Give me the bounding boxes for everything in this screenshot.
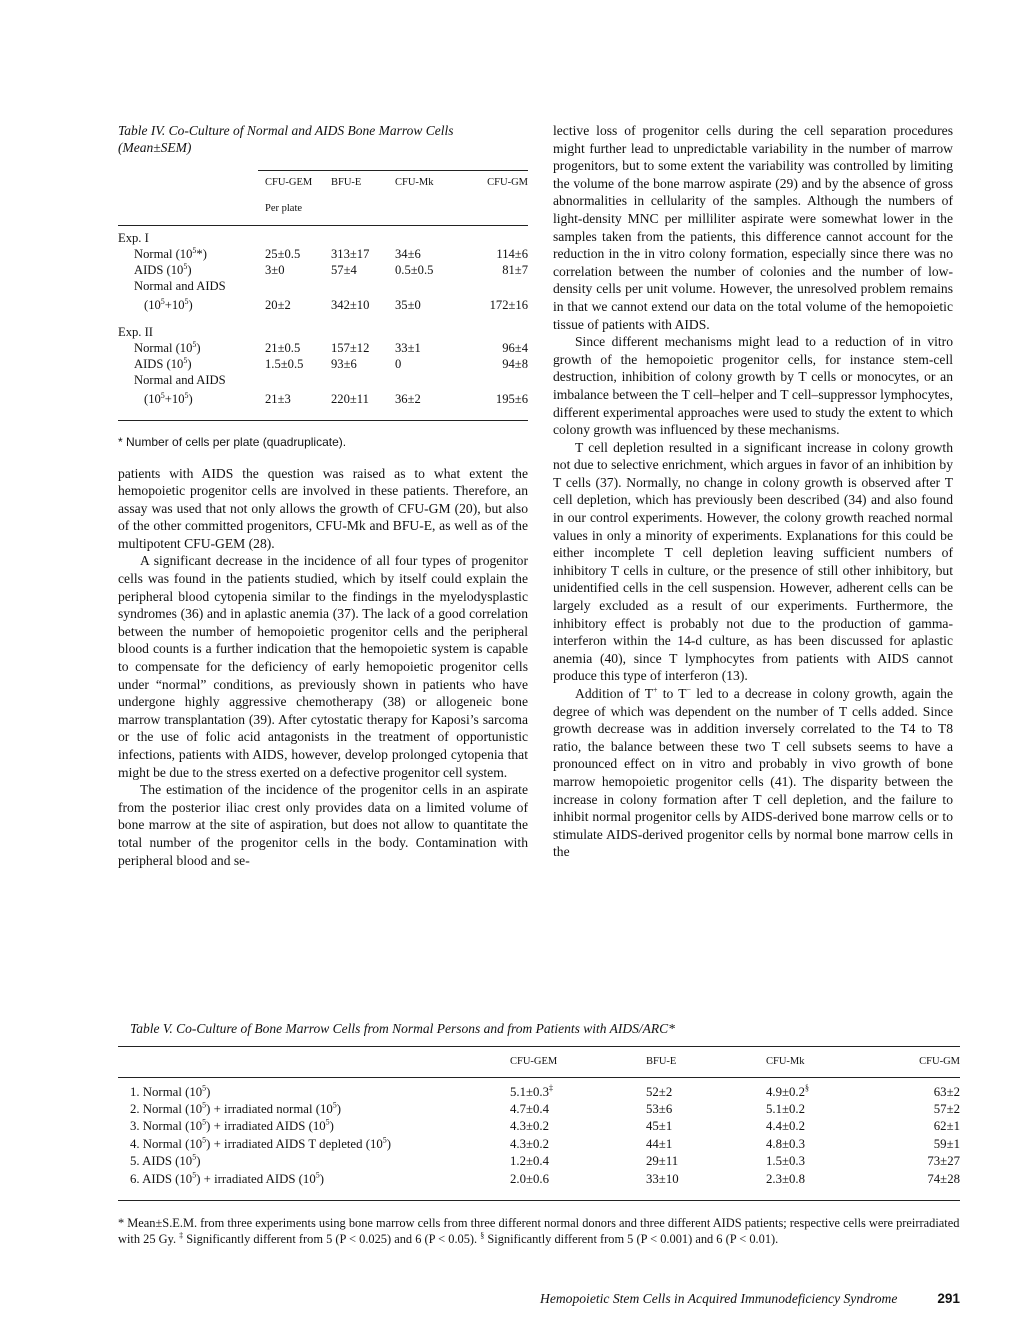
cell: 96±4: [502, 340, 528, 355]
superscript: 5: [192, 245, 197, 255]
cell: 21±0.5: [265, 340, 301, 355]
table5-footnote-2: Significantly different from 5 (P < 0.025) and 6 (P < 0.05).: [183, 1231, 478, 1246]
superscript: 5: [160, 390, 165, 400]
cell: 36±2: [395, 391, 421, 406]
superscript: 5: [332, 1100, 337, 1110]
cell: 34±6: [395, 246, 421, 261]
cell: 52±2: [646, 1084, 673, 1099]
superscript: 5: [315, 1170, 320, 1180]
table5-header-cfu-gem: CFU-GEM: [510, 1056, 558, 1068]
cell: 94±8: [502, 356, 528, 371]
cell: 0: [395, 356, 402, 371]
cell: 0.5±0.5: [395, 262, 434, 277]
row-label: 6. AIDS (10: [130, 1171, 193, 1186]
row-label: 1. Normal (10: [130, 1084, 203, 1099]
row-label-tail: ): [187, 262, 192, 277]
table4-header-bfu-e: BFU-E: [331, 176, 362, 188]
table4-subheader: Per plate: [265, 203, 303, 215]
table5-caption: Table V. Co-Culture of Bone Marrow Cells from Normal Persons and from Patients with AIDS/ARC*: [130, 1021, 675, 1036]
cell: 157±12: [331, 340, 370, 355]
superscript: 5: [202, 1135, 207, 1145]
row-label-mid: +10: [164, 391, 185, 406]
table-row: [118, 294, 528, 316]
table-row: [118, 1153, 960, 1170]
cell: 57±4: [331, 262, 357, 277]
superscript: 5: [202, 1083, 207, 1093]
cell: 35±0: [395, 297, 421, 312]
row-label-tail: ): [188, 391, 193, 406]
paragraph: Since different mechanisms might lead to a reduction of in vitro growth of the hemopoietic progenitor cells, for instance stem-cell destruction, inhibition of colony growth by T cells or monocytes, or an imbalance between the T cell–helper and T cell–suppressor lymphocytes, different experimental approaches were used to study the extent to which colony growth was influenced by these mechanisms.: [553, 334, 953, 438]
table4-grid: [118, 171, 528, 421]
table5-header-bfu-e: BFU-E: [646, 1056, 677, 1068]
table-row: [118, 1136, 960, 1153]
superscript: 5: [192, 339, 197, 349]
cell: 4.4±0.2: [766, 1119, 806, 1134]
left-body-text: [118, 465, 528, 870]
paragraph: The estimation of the incidence of the progenitor cells in an aspirate from the posterior iliac crest only provides data on a limited volume of bone marrow at the site of aspiration, but does not allow to quantitate the total number of the progenitor cells in the body. Contamination with peripheral blood and se-: [118, 782, 528, 868]
exp2-label: Exp. II: [118, 324, 153, 339]
cell: 21±3: [265, 391, 291, 406]
cell: 4.3±0.2: [510, 1119, 550, 1134]
superscript: −: [686, 685, 692, 695]
row-label-tail: ): [206, 1084, 211, 1099]
table4-caption-line1: Table IV. Co-Culture of Normal and AIDS Bone Marrow Cells: [118, 123, 454, 138]
table-row: [118, 1118, 960, 1135]
text-run: Addition of T: [575, 686, 654, 701]
cell: 220±11: [331, 391, 369, 406]
superscript: 5: [183, 261, 188, 271]
table-row: [118, 1101, 960, 1118]
paragraph: [553, 685, 953, 861]
row-label-tail: ): [188, 297, 193, 312]
running-title: Hemopoietic Stem Cells in Acquired Immunodeficiency Syndrome: [540, 1291, 898, 1306]
cell: 33±10: [646, 1171, 679, 1186]
row-label: Normal (10: [134, 340, 193, 355]
cell: 195±6: [495, 391, 528, 406]
row-label-tail: *): [196, 246, 207, 261]
cell: 44±1: [646, 1136, 673, 1151]
cell: 25±0.5: [265, 246, 301, 261]
row-label-tail: ) + irradiated AIDS (10: [196, 1171, 316, 1186]
row-label-tail: ): [196, 1154, 201, 1169]
footnote-mark: §: [805, 1083, 810, 1093]
table-row: [118, 262, 528, 278]
row-label: AIDS (10: [134, 262, 184, 277]
cell: 313±17: [331, 246, 370, 261]
row-label-mid: +10: [164, 297, 185, 312]
cell: 20±2: [265, 297, 291, 312]
page-footer: [540, 1291, 960, 1307]
cell: 93±6: [331, 356, 357, 371]
row-label-tail: ) + irradiated AIDS T depleted (10: [206, 1136, 383, 1151]
page-number: 291: [937, 1291, 960, 1306]
cell: 4.3±0.2: [510, 1136, 550, 1151]
table5-header-cfu-mk: CFU-Mk: [766, 1056, 805, 1068]
paragraph: patients with AIDS the question was raised as to what extent the hemopoietic progenitor cells are involved in these patients. Therefore, an assay was used that not only allows the growth of CFU-GM (20), but also of the other committed progenitors, CFU-Mk and BFU-E, as well as of the multipotent CFU-GEM (28).: [118, 465, 528, 551]
table4-header-cfu-mk: CFU-Mk: [395, 176, 434, 188]
cell: 63±2: [933, 1084, 960, 1099]
row-label-tail: ): [319, 1171, 324, 1186]
cell: 1.5±0.5: [265, 356, 304, 371]
cell: 29±11: [646, 1154, 679, 1169]
footnote-mark: §: [480, 1230, 485, 1240]
table5-footnote-1: * Mean±S.E.M. from three experiments using bone marrow cells from three different normal donors and three different AIDS patients; respective cells were preirradiated with 25 Gy.: [118, 1215, 960, 1246]
cell: 57±2: [933, 1101, 960, 1116]
table4: [118, 122, 528, 449]
cell: 73±27: [927, 1154, 960, 1169]
superscript: 5: [192, 1152, 197, 1162]
row-label-tail: ): [187, 356, 192, 371]
cell: 3±0: [265, 262, 285, 277]
table-row: [118, 1084, 960, 1101]
cell: 2.3±0.8: [766, 1171, 806, 1186]
table-row: [118, 1171, 960, 1188]
row-label: Normal (10: [134, 246, 193, 261]
cell: 81±7: [502, 262, 528, 277]
table5-footnote-3: Significantly different from 5 (P < 0.001) and 6 (P < 0.01).: [484, 1231, 779, 1246]
superscript: 5: [183, 355, 188, 365]
cell: 4.8±0.3: [766, 1136, 806, 1151]
superscript: +: [653, 685, 658, 695]
row-label: 4. Normal (10: [130, 1136, 203, 1151]
row-label: 3. Normal (10: [130, 1119, 203, 1134]
table-row: [118, 246, 528, 262]
table4-caption-line2: (Mean±SEM): [118, 140, 192, 155]
cell: 74±28: [927, 1171, 960, 1186]
superscript: 5: [202, 1100, 207, 1110]
table5: [118, 1020, 960, 1247]
left-column: [118, 122, 528, 869]
superscript: 5: [184, 390, 189, 400]
cell: 53±6: [646, 1101, 673, 1116]
table-row: [118, 340, 528, 356]
table5-grid: [118, 1047, 960, 1201]
table4-footnote: * Number of cells per plate (quadruplicate).: [118, 434, 347, 449]
cell: 5.1±0.2: [766, 1101, 806, 1116]
cell: 33±1: [395, 340, 421, 355]
row-label: Normal and AIDS: [134, 372, 226, 387]
row-label-tail: ): [386, 1136, 392, 1151]
paragraph: T cell depletion resulted in a significant increase in colony growth not due to selective enrichment, which argues in favor of an inhibition by T cells (37). Normally, no change in colony growth is observed after T cell depletion, which has previously been described (34) and also found in our control experiments. However, the colony growth reached normal values in only a minority of experiments. Explanations for this could be either incomplete T cell depletion leaving sufficient numbers of inhibitory T cells in culture, or the presence of still other inhibitory, but unidentified cells in the cell suspension. However, adherent cells can be largely excluded as a result of our experiments. Furthermore, the inhibitory effect is probably not due to the production of gamma-interferon within the 14-d culture, as has been discussed for aplastic anemia (40), since T lymphocytes from patients with AIDS cannot produce this type of interferon (13).: [553, 439, 953, 684]
table-row: [118, 388, 528, 410]
cell: 59±1: [933, 1136, 960, 1151]
row-label-tail: ) + irradiated AIDS (10: [206, 1119, 326, 1134]
row-label: 2. Normal (10: [130, 1101, 203, 1116]
exp1-label: Exp. I: [118, 230, 149, 245]
row-label: 5. AIDS (10: [130, 1154, 193, 1169]
row-label-tail: ): [196, 340, 201, 355]
superscript: 5: [184, 296, 189, 306]
superscript: 5: [325, 1118, 330, 1128]
cell: 114±6: [496, 246, 528, 261]
cell: 45±1: [646, 1119, 673, 1134]
cell: 1.5±0.3: [766, 1154, 806, 1169]
table5-header-cfu-gm: CFU-GM: [919, 1056, 960, 1068]
row-label-tail: ): [336, 1101, 342, 1116]
table5-footnotes: [118, 1215, 960, 1247]
row-label: (10: [144, 297, 161, 312]
cell: 342±10: [331, 297, 370, 312]
cell: 62±1: [933, 1119, 960, 1134]
footnote-mark: ‡: [179, 1230, 184, 1240]
table4-header-cfu-gm: CFU-GM: [487, 176, 528, 188]
cell: 1.2±0.4: [510, 1154, 550, 1169]
row-label: (10: [144, 391, 161, 406]
footnote-mark: ‡: [549, 1083, 554, 1093]
row-label: Normal and AIDS: [134, 278, 226, 293]
cell: 5.1±0.3: [510, 1084, 550, 1099]
cell: 4.9±0.2: [766, 1084, 806, 1099]
table-row: [118, 356, 528, 372]
superscript: 5: [202, 1118, 207, 1128]
paragraph: lective loss of progenitor cells during the cell separation procedures might further lead to unpredictable variability in the number of marrow progenitors, but to some extent the variability was controlled by limiting the volume of the bone marrow aspirate (29) and by the absence of gross abnormalities in cellularity of the samples. Although the numbers of light-density MNC per milliliter aspirate were somewhat lower in the samples taken from the patients, this difference cannot account for the reduction in the in vitro colony formation, especially since there was no correlation between the number of colonies and the number of low-density cells per unit volume. However, the unresolved problem remains in that we cannot extend our data on the total volume of the hemopoietic tissue of patients with AIDS.: [553, 123, 953, 332]
cell: 2.0±0.6: [510, 1171, 550, 1186]
text-run: led to a decrease in colony growth, again the degree of which was dependent on the number of T cells added. Since growth decrease was in addition inversely correlated to the T4 to T8 ratio, the balance between these two T cell subsets seems to have a pronounced effect on in vitro and probably in vivo growth of bone marrow hemopoietic progenitor cells (41). The disparity between the increase in colony formation after T cell depletion, and the failure to inhibit normal progenitor cells by AIDS-derived bone marrow cells or to stimulate AIDS-derived progenitor cells by normal bone marrow cells in the: [553, 686, 953, 860]
cell: 4.7±0.4: [510, 1101, 550, 1116]
row-label-tail: ) + irradiated normal (10: [206, 1101, 333, 1116]
superscript: 5: [192, 1170, 197, 1180]
table4-header-cfu-gem: CFU-GEM: [265, 176, 313, 188]
right-column: [553, 122, 953, 861]
cell: 172±16: [489, 297, 528, 312]
row-label-tail: ): [329, 1119, 334, 1134]
row-label: AIDS (10: [134, 356, 184, 371]
text-run: to T: [657, 686, 687, 701]
superscript: 5: [382, 1135, 387, 1145]
superscript: 5: [160, 296, 165, 306]
paragraph: A significant decrease in the incidence of all four types of progenitor cells was found in the patients studied, which by itself could explain the peripheral blood cytopenia similar to the findings in the myelodysplastic syndromes (36) and in aplastic anemia (37). The lack of a good correlation between the number of hemopoietic progenitor cells and the peripheral blood counts is a further indication that the hemopoietic system is capable to compensate for the deficiency of early hemopoietic progenitor cells under “normal” conditions, as previously shown in patients who have undergone highly aggressive chemotherapy (38) or allogeneic bone marrow transplantation (39). After cytostatic therapy for Kaposi’s sarcoma or the use of folic acid antagonists in the treatment of opportunistic infections, patients with AIDS, however, develop prolonged cytopenia that might be due to the stress exerted on a defective progenitor cell system.: [118, 553, 528, 780]
